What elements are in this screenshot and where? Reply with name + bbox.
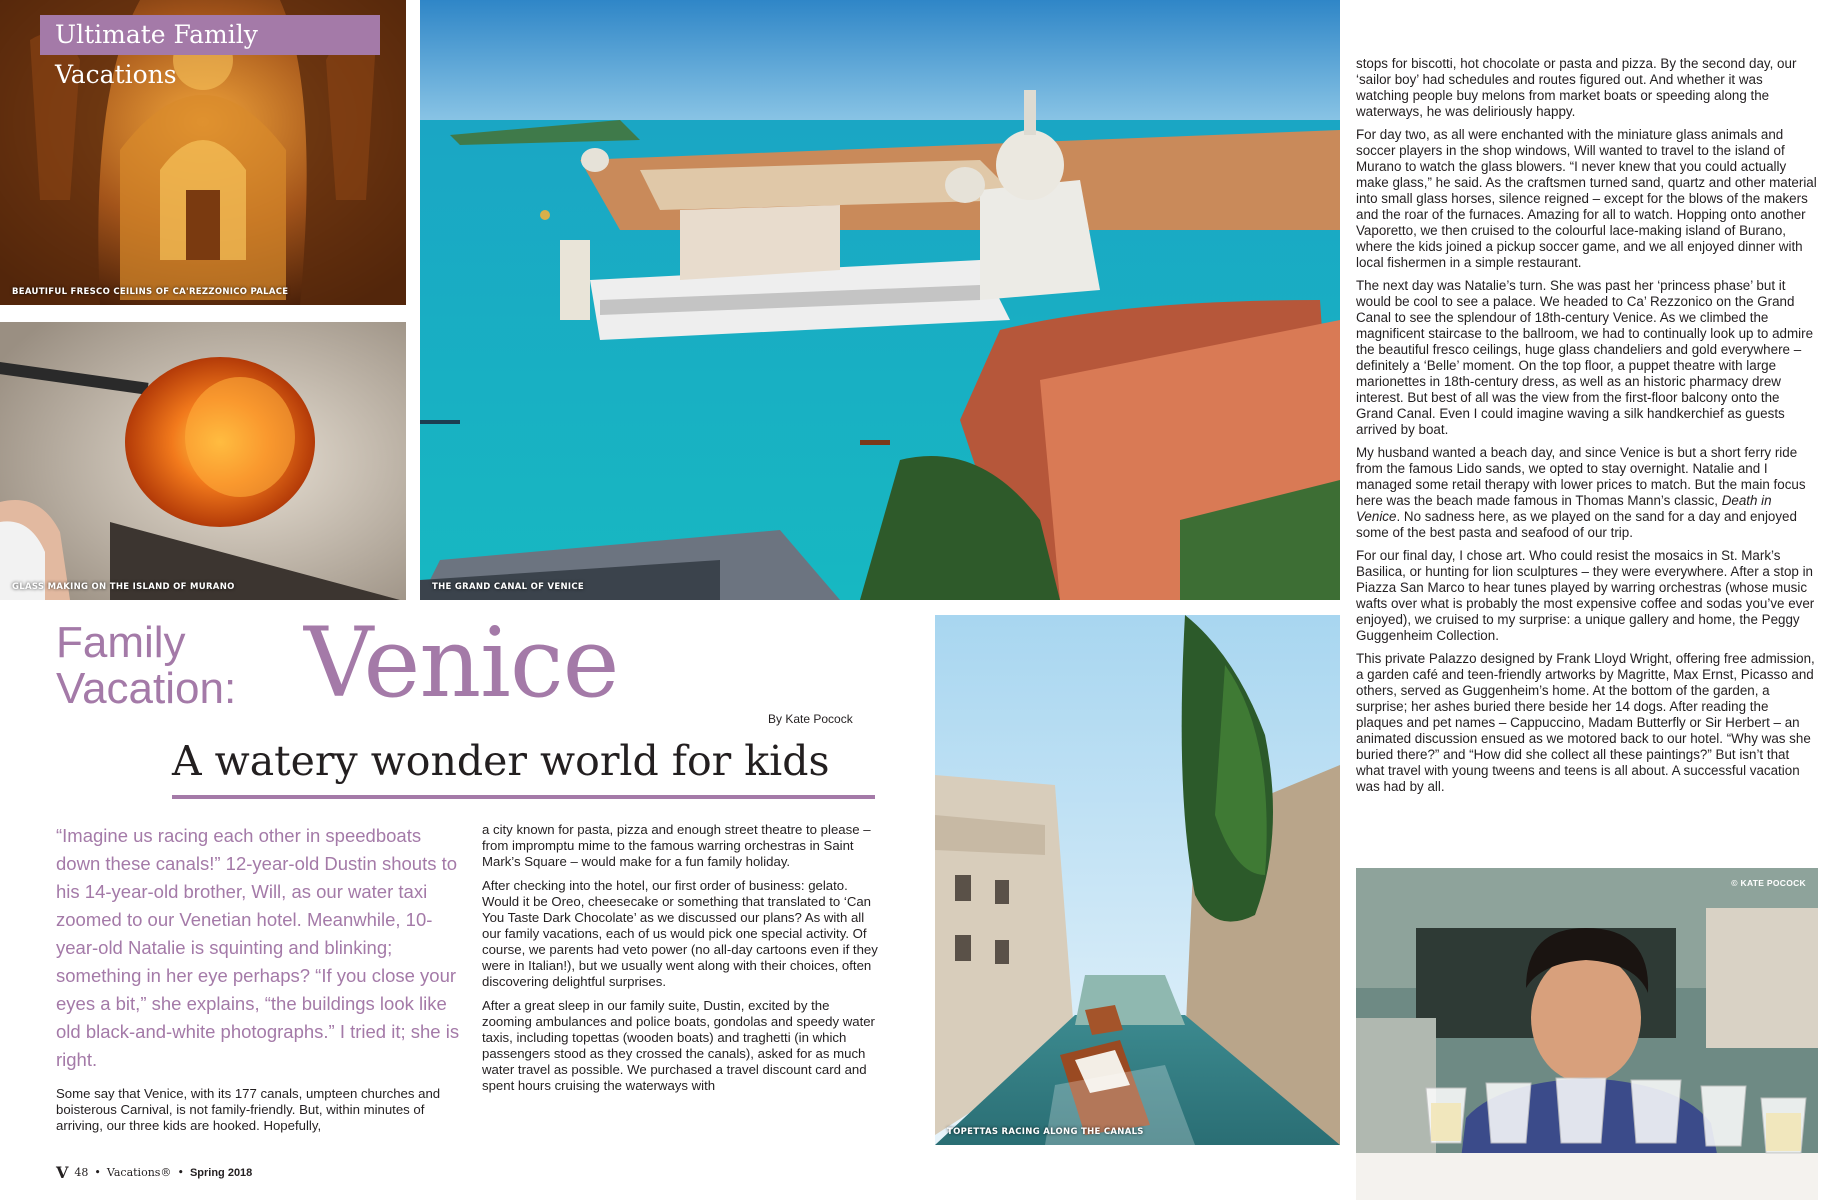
title-small bbox=[56, 620, 236, 712]
subtitle: A watery wonder world for kids bbox=[172, 737, 830, 785]
separator-dot: • bbox=[177, 1166, 184, 1179]
paragraph-beach bbox=[1356, 445, 1818, 541]
paragraph: stops for biscotti, hot chocolate or pasta and pizza. By the second day, our ‘sailor boy’ had schedules and routes figured out. And whether it was watching people buy melons from market boats or speeding along the waterways, he was deliriously happy. bbox=[1356, 56, 1797, 119]
paragraph: This private Palazzo designed by Frank Lloyd Wright, offering free admission, a garden café and teen-friendly artworks by Magritte, Max Ernst, Picasso and others, served as Guggenheim’s home. At the bottom of the garden, a surprise; her ashes buried there beside her 14 dogs. After reading the plaques and pet names – Cappuccino, Madam Butterfly or Sir Herbert – an animated discussion ensued as we motored back to our hotel. “Why was she buried there?” and “How did she collect all these paintings?” But isn’t that what travel with young tweens and teens is all about. A successful vacation was had by all. bbox=[1356, 651, 1815, 794]
beach-text-before: My husband wanted a beach day, and since Venice is but a short ferry ride from the famous Lido sands, we opted to stay overnight. Natalie and I managed some retail therapy with lower prices to match. But the main focus here was the beach made famous in Thomas Mann’s classic, bbox=[1356, 445, 1806, 508]
magazine-logo: V bbox=[56, 1163, 69, 1182]
title-rule bbox=[172, 795, 875, 799]
separator-dot: • bbox=[94, 1166, 101, 1179]
title-line-2: Vacation: bbox=[56, 664, 237, 713]
topettas-canal-photo bbox=[935, 615, 1340, 1145]
body-column-c bbox=[1356, 56, 1818, 802]
magazine-name: Vacations® bbox=[106, 1166, 172, 1179]
boy-at-table-photo bbox=[1356, 868, 1818, 1200]
paragraph: After checking into the hotel, our first order of business: gelato. Would it be Oreo, cheesecake or something that translated to ‘Can You Taste Dark Chocolate’ as we discussed our plans? As with all our family vacations, each of us would pick one special activity. Of course, we parents had veto power (no all-day cartoons even if they were in Italian!), but we usually went along with their choices, often discovering delightful surprises. bbox=[482, 878, 878, 989]
book-title: Death in Venice bbox=[1356, 493, 1772, 524]
beach-text-after: . No sadness here, as we played on the sand for a day and enjoyed some of the best pasta and seafood of our trip. bbox=[1356, 509, 1797, 540]
paragraph: After a great sleep in our family suite, Dustin, excited by the zooming ambulances and police boats, gondolas and speedy water taxis, including topettas (wooden boats) and traghetti (in which passengers stood as they crossed the canals), asked for as much water travel as possible. We purchased a travel discount card and spent hours cruising the waterways with bbox=[482, 998, 875, 1093]
section-tag: Ultimate Family Vacations bbox=[40, 15, 380, 55]
grand-canal-photo bbox=[420, 0, 1340, 600]
paragraph: For day two, as all were enchanted with the miniature glass animals and soccer players in the shop windows, Will wanted to travel to the island of Murano to watch the glass blowers. “I never knew that you could actually make glass,” he said. As the craftsmen turned sand, quartz and other material into small glass horses, silence reigned – except for the blows of the makers and the roar of the furnaces. Amazing for all to watch. Hopping onto another Vaporetto, we then cruised to the colourful lace-making island of Burano, where the kids joined a pickup soccer game, and we all enjoyed dinner with local fishermen in a simple restaurant. bbox=[1356, 127, 1817, 270]
lead-paragraph: “Imagine us racing each other in speedboats down these canals!” 12-year-old Dustin shouts to his 14-year-old brother, Will, as our water taxi zoomed to our Venetian hotel. Meanwhile, 10-year-old Natalie is squinting and blinking; something in her eye perhaps? “If you close your eyes a bit,” she explains, “the buildings look like old black-and-white photographs.” I tried it; she is right. bbox=[56, 825, 460, 1070]
issue-label: Spring 2018 bbox=[189, 1166, 253, 1179]
byline: By Kate Pocock bbox=[768, 712, 853, 726]
photo-credit: © KATE POCOCK bbox=[1731, 878, 1806, 888]
glass-making-photo bbox=[0, 322, 406, 600]
title-big: Venice bbox=[304, 607, 619, 719]
fresco-caption: BEAUTIFUL FRESCO CEILINS OF CA'REZZONICO PALACE bbox=[12, 287, 289, 297]
paragraph: Some say that Venice, with its 177 canals, umpteen churches and boisterous Carnival, is not family-friendly. But, within minutes of arriving, our three kids are hooked. Hopefully, bbox=[56, 1086, 441, 1133]
glass-caption: GLASS MAKING ON THE ISLAND OF MURANO bbox=[12, 582, 235, 592]
title-line-1: Family bbox=[56, 618, 186, 667]
topettas-caption: TOPETTAS RACING ALONG THE CANALS bbox=[947, 1127, 1144, 1137]
body-column-a bbox=[56, 1086, 474, 1142]
grand-canal-caption: THE GRAND CANAL OF VENICE bbox=[432, 582, 584, 592]
body-column-b bbox=[482, 822, 882, 1102]
page-footer bbox=[56, 1163, 252, 1182]
paragraph: a city known for pasta, pizza and enough street theatre to please – from impromptu mime to the famous warring orchestras in Saint Mark’s Square – would make for a fun family holiday. bbox=[482, 822, 871, 869]
page-number: 48 bbox=[74, 1166, 89, 1179]
paragraph: The next day was Natalie’s turn. She was past her ‘princess phase’ but it would be cool to see a palace. We headed to Ca’ Rezzonico on the Grand Canal to see the splendour of 18th-century Venice. As we climbed the magnificent staircase to the ballroom, we had to continually look up to admire the beautiful fresco ceilings, huge glass chandeliers and gold everywhere – definitely a ‘Belle’ moment. On the top floor, a puppet theatre with large marionettes in 18th-century dress, as well as an historic pharmacy drew interest. But best of all was the view from the first-floor balcony onto the Grand Canal. Even I could imagine waving a silk handkerchief as guests arrived by boat. bbox=[1356, 278, 1814, 437]
paragraph: For our final day, I chose art. Who could resist the mosaics in St. Mark’s Basilica, or hunting for lion sculptures – they were everywhere. After a stop in Piazza San Marco to hear tunes played by warring orchestras (whose music wafts over what is probably the most expensive coffee and sodas you’ve ever enjoyed), we cruised to my surprise: a unique gallery and home, the Peggy Guggenheim Collection. bbox=[1356, 548, 1815, 643]
